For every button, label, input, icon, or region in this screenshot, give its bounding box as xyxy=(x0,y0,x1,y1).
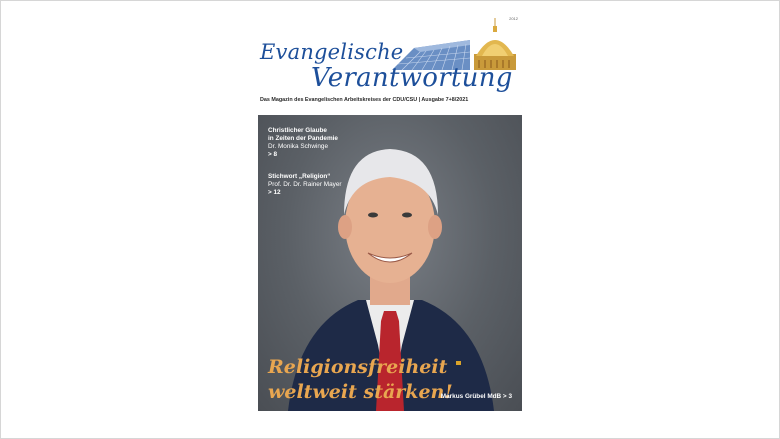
teaser-2-author: Prof. Dr. Dr. Rainer Mayer xyxy=(268,181,342,188)
teaser-2 xyxy=(268,173,342,197)
logo-title-line1: Evangelische xyxy=(260,40,404,64)
headline-line1: Religionsfreiheit xyxy=(268,356,448,378)
teaser-1-title-line2: in Zeiten der Pandemie xyxy=(268,135,338,142)
photo-credit: Markus Grübel MdB > 3 xyxy=(440,393,512,400)
teaser-1-page: > 8 xyxy=(268,151,278,158)
teaser-2-title: Stichwort „Religion“ xyxy=(268,173,331,180)
magazine-cover xyxy=(256,10,524,412)
teaser-1-author: Dr. Monika Schwinge xyxy=(268,143,329,150)
teaser-2-page: > 12 xyxy=(268,189,281,196)
page-number: 2012 xyxy=(509,16,518,21)
headline-line2: weltweit stärken! xyxy=(268,381,453,403)
magazine-subtitle: Das Magazin des Evangelischen Arbeitskreises der CDU/CSU | Ausgabe 7+8/2021 xyxy=(260,97,469,103)
teaser-1 xyxy=(268,127,338,159)
cover-photo xyxy=(258,115,522,411)
logo-title-line2: Verantwortung xyxy=(311,63,513,93)
teaser-1-title-line1: Christlicher Glaube xyxy=(268,127,327,134)
